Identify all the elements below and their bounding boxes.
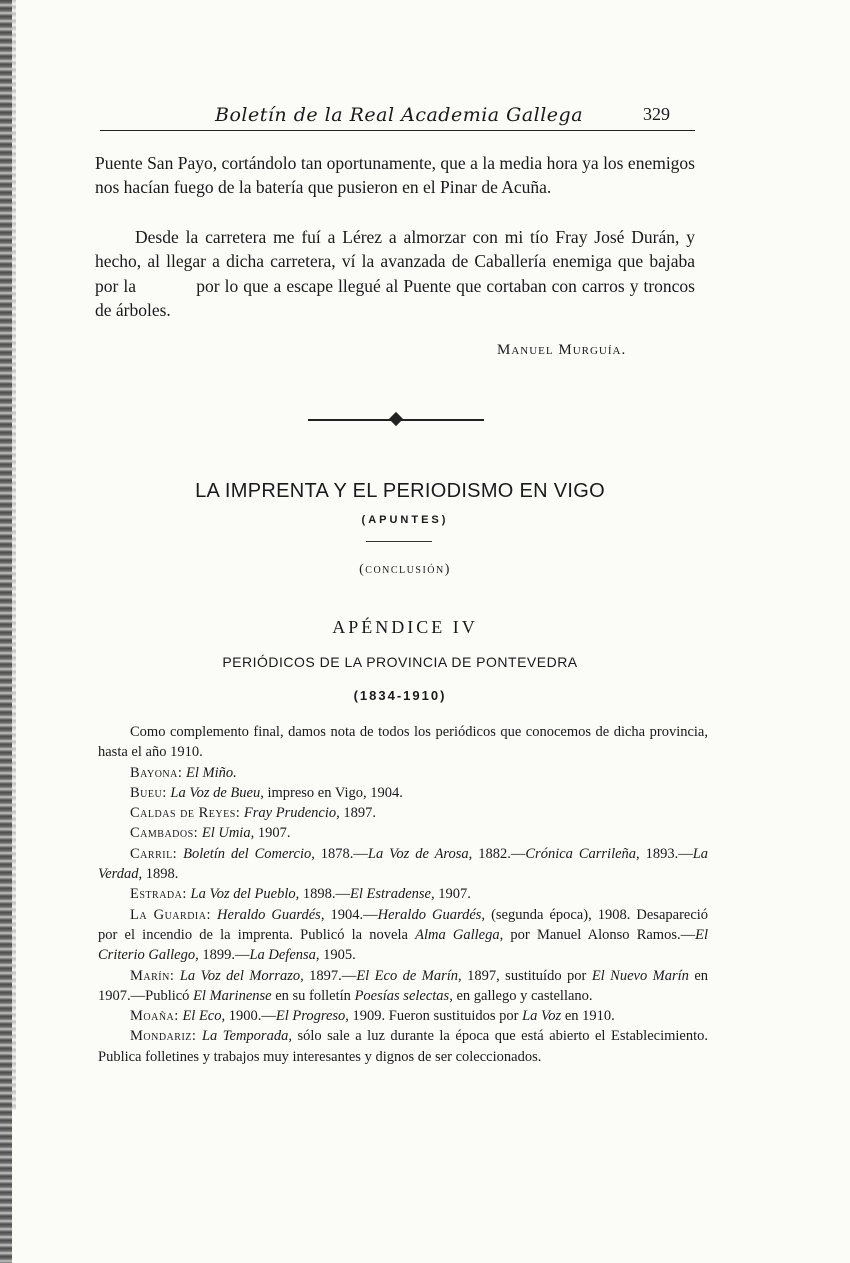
book-spine-edge — [12, 0, 16, 1110]
entry-text: 1893.— — [639, 845, 693, 862]
place-name: Cambados: — [130, 825, 199, 842]
periodical-title: La Voz — [522, 1008, 562, 1025]
periodical-title: El Miño. — [186, 764, 237, 781]
entry-moana — [98, 1006, 708, 1026]
periodical-title: La Temporada, — [201, 1028, 292, 1045]
entry-text: en su folletín — [271, 987, 355, 1004]
entry-text: (segunda época), 1908. Desapareció por el incendio de la imprenta. Publicó la novela — [98, 906, 709, 943]
place-name: Moaña: — [130, 1008, 179, 1025]
novel-title: Alma Gallega, — [415, 926, 504, 943]
entry-bayona — [98, 763, 708, 783]
folletin-title: Poesías selectas, — [354, 987, 453, 1004]
entry-text: 1907. — [434, 886, 471, 903]
periodical-title: Crónica Carrileña, — [525, 845, 640, 862]
entry-bueu — [98, 783, 708, 803]
entry-text: 1897, sustituído por — [461, 967, 592, 984]
conclusion-label: (conclusión) — [359, 562, 451, 577]
place-name: Bueu: — [130, 784, 167, 801]
periodical-title: Heraldo Guardés, — [217, 906, 325, 923]
entry-marin — [98, 966, 708, 1007]
periodical-title: La Voz de Arosa, — [367, 845, 473, 862]
entry-text: 1898.— — [299, 886, 351, 903]
page-number: 329 — [643, 104, 670, 124]
entry-estrada — [98, 884, 708, 904]
periodical-title: Heraldo Guardés, — [377, 906, 486, 923]
entry-mondariz — [98, 1026, 708, 1067]
place-name: Mondariz: — [130, 1028, 197, 1045]
periodical-title: El Marinense — [193, 987, 272, 1004]
place-name: Caldas de Reyes: — [130, 805, 241, 822]
periodical-title: La Voz de Bueu, — [170, 784, 264, 801]
place-name: Carril: — [130, 845, 178, 862]
entry-text: 1909. Fueron sustituidos por — [348, 1008, 523, 1025]
article-subtitle: (APUNTES) — [361, 514, 449, 526]
periodical-title: La Defensa, — [249, 947, 320, 964]
periodical-title: El Eco, — [182, 1008, 226, 1025]
entry-text: 1898. — [142, 866, 179, 883]
entry-text: en 1910. — [561, 1008, 615, 1025]
periodical-title: El Criterio Gallego, — [98, 926, 708, 964]
periodical-title: El Nuevo Marín — [591, 967, 689, 984]
entry-text: 1882.— — [472, 845, 526, 862]
continued-paragraph-2: Desde la carretera me fuí a Lérez a almorzar con mi tío Fray José Durán, y hecho, al llegar a dicha carretera, ví la avanzada de Caballería enemiga que bajaba por la por lo que a escape llegué al Puente que cortaban con carros y troncos de árboles. — [95, 227, 700, 320]
periodical-title: El Eco de Marín, — [356, 967, 462, 984]
entry-text: en 1907.—Publicó — [98, 967, 709, 1004]
continued-paragraph-1: Puente San Payo, cortándolo tan oportunamente, que a la media hora ya los enemigos nos hacían fuego de la batería que pusieron en el Pinar de Acuña. — [95, 153, 695, 198]
periodical-title: El Progreso, — [275, 1008, 349, 1025]
year-range: (1834-1910) — [353, 688, 447, 703]
article-title: LA IMPRENTA Y EL PERIODISMO EN VIGO — [195, 480, 605, 502]
periodical-title: Fray Prudencio, — [243, 805, 340, 822]
entry-text: 1900.— — [225, 1008, 276, 1025]
periodical-title: La Voz del Morrazo, — [179, 967, 304, 984]
entry-text: 1897. — [339, 805, 377, 822]
periodical-title: El Umia, — [201, 825, 255, 842]
entry-cambados — [98, 823, 708, 843]
place-name: Bayona: — [130, 764, 183, 781]
entry-text: 1907. — [254, 825, 291, 842]
entry-la-guardia — [98, 905, 708, 966]
place-name: Estrada: — [130, 886, 187, 903]
entry-text: impreso en Vigo, 1904. — [263, 784, 403, 801]
place-name: La Guardia: — [130, 906, 211, 923]
entry-text: 1899.— — [198, 947, 250, 964]
section-heading: PERIÓDICOS DE LA PROVINCIA DE PONTEVEDRA — [222, 654, 578, 670]
author-signature: Manuel Murguía. — [497, 342, 627, 358]
periodical-title: El Estradense, — [350, 886, 435, 903]
entry-text: 1878.— — [314, 845, 368, 862]
periodical-title: La Verdad, — [98, 845, 709, 883]
header-rule — [100, 130, 695, 131]
running-header-title: Boletín de la Real Academia Gallega — [215, 104, 584, 126]
place-name: Marín: — [130, 967, 175, 984]
subtitle-rule — [366, 541, 432, 542]
entry-text: sólo sale a luz durante la época que está abierto el Establecimiento. Publica folletines y trabajos muy interesantes y dignos de ser coleccionados. — [98, 1028, 709, 1065]
entry-text: por Manuel Alonso Ramos.— — [503, 926, 696, 943]
periodicals-listing — [98, 722, 708, 1067]
entry-text: 1897.— — [303, 967, 357, 984]
entry-text: 1904.— — [324, 906, 378, 923]
periodical-title: Boletín del Comercio, — [183, 845, 315, 862]
entry-text: en gallego y castellano. — [452, 987, 593, 1004]
appendix-heading: APÉNDICE IV — [332, 617, 478, 637]
entry-text: 1905. — [319, 947, 356, 964]
listing-intro: Como complemento final, damos nota de todos los periódicos que conocemos de dicha provincia, hasta el año 1910. — [98, 724, 708, 761]
ornament-diamond-icon — [389, 412, 403, 426]
entry-caldas — [98, 803, 708, 823]
periodical-title: La Voz del Pueblo, — [190, 886, 300, 903]
entry-carril — [98, 844, 708, 885]
